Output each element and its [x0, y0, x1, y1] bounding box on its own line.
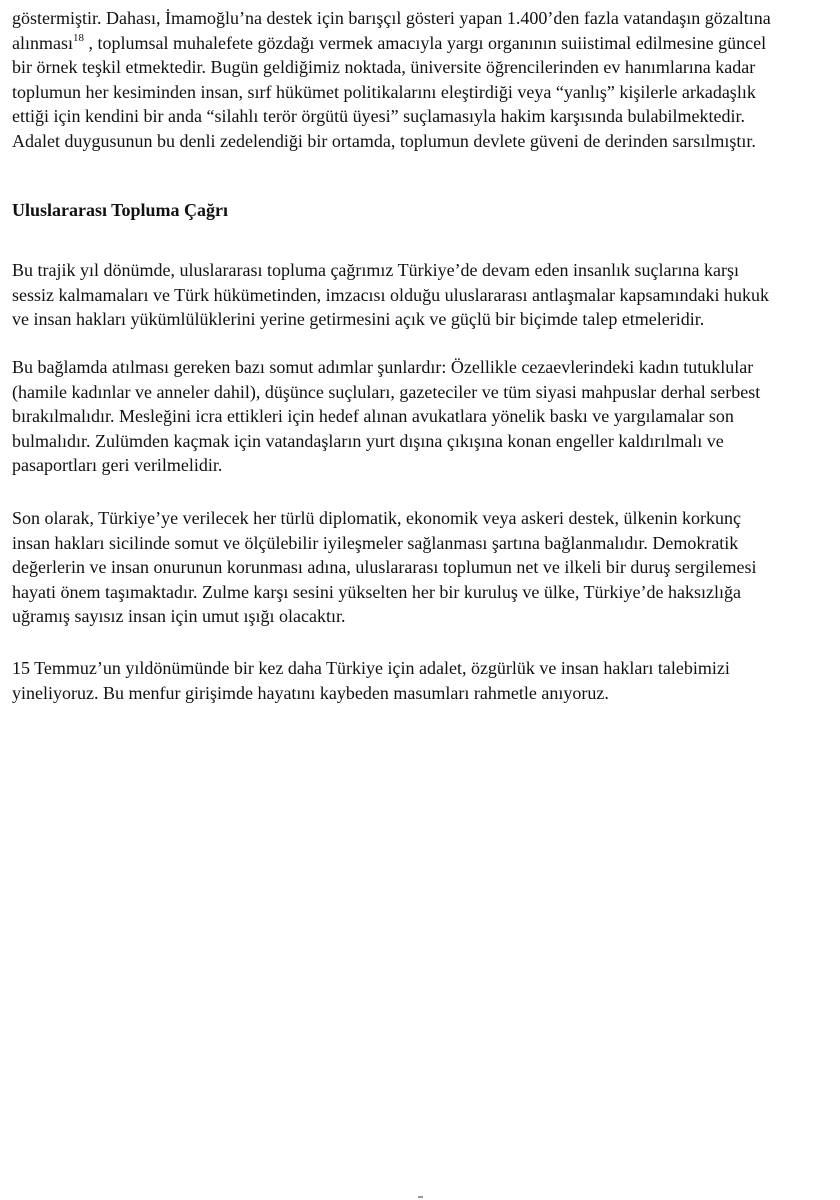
- text-line: hayati önem taşımaktadır. Zulme karşı sesini yükselten her bir kuruluş ve ülke, Türkiye’de haksızlığa: [12, 581, 741, 602]
- text-line: Son olarak, Türkiye’ye verilecek her türlü diplomatik, ekonomik veya askeri destek, ülkenin korkunç: [12, 508, 741, 528]
- text-line: göstermiştir. Dahası, İmamoğlu’na destek için barışçıl gösteri yapan 1.400’den fazla vatandaşın gözaltına: [12, 8, 771, 28]
- text-line: bırakılmalıdır. Mesleğini icra ettikleri için hedef alınan avukatlara yönelik baskı ve yargılamalar son: [12, 406, 734, 427]
- text-line: ettiği için kendini bir anda “silahlı terör örgütü üyesi” suçlamasıyla hakim karşısında bulabilmektedir.: [12, 106, 745, 127]
- text-line: 15 Temmuz’un yıldönümünde bir kez daha Türkiye için adalet, özgürlük ve insan hakları talebimizi: [12, 658, 730, 678]
- text-fragment: , toplumsal muhalefete gözdağı vermek amacıyla yargı organının suiistimal edilmesine güncel: [88, 32, 767, 53]
- text-line: pasaportları geri verilmelidir.: [12, 455, 223, 476]
- text-line: değerlerin ve insan onurunun korunması adına, uluslararası toplumun net ve ilkeli bir duruş sergilemesi: [12, 557, 757, 578]
- footnote-reference[interactable]: 18: [73, 31, 84, 44]
- section-heading: Uluslararası Topluma Çağrı: [12, 200, 229, 220]
- page-number-mark: [418, 1196, 423, 1198]
- text-line: bir örnek teşkil etmektedir. Bugün geldiğimiz noktada, üniversite öğrencilerinden ev hanımlarına kadar: [12, 57, 756, 78]
- text-line: uğramış sayısız insan için umut ışığı olacaktır.: [12, 606, 346, 627]
- text-line: yineliyoruz. Bu menfur girişimde hayatını kaybeden masumları rahmetle anıyoruz.: [12, 682, 609, 703]
- paragraph-conclusion: [12, 506, 838, 629]
- paragraph-call-to-action: [12, 258, 838, 332]
- text-line: bulmalıdır. Zulümden kaçmak için vatandaşların yurt dışına çıkışına konan engeller kaldırılmalı ve: [12, 430, 724, 451]
- text-line: toplumun her kesiminden insan, sırf hükümet politikalarını eleştirdiği veya “yanlış” kişilerle arkadaşlık: [12, 81, 756, 102]
- intro-paragraph: [12, 6, 838, 154]
- paragraph-anniversary: [12, 656, 838, 705]
- text-line: (hamile kadınlar ve anneler dahil), düşünce suçluları, gazeteciler ve tüm siyasi mahpuslar derhal serbest: [12, 381, 761, 402]
- text-line-with-footnote: [12, 31, 838, 56]
- text-line: ve insan hakları yükümlülüklerini yerine getirmesini açık ve güçlü bir biçimde talep etmeleridir.: [12, 309, 705, 330]
- text-line: Bu bağlamda atılması gereken bazı somut adımlar şunlardır: Özellikle cezaevlerindeki kadın tutuklular: [12, 357, 754, 377]
- paragraph-concrete-steps: [12, 355, 838, 478]
- text-line: insan hakları sicilinde somut ve ölçülebilir iyileşmeler sağlanması şartına bağlanmalıdır. Demokratik: [12, 532, 739, 553]
- text-line: sessiz kalmamaları ve Türk hükümetinden, imzacısı olduğu uluslararası antlaşmalar kapsamındaki hukuk: [12, 284, 769, 305]
- text-line: Adalet duygusunun bu denli zedelendiği bir ortamda, toplumun devlete güveni de derinden sarsılmıştır.: [12, 130, 756, 151]
- text-fragment: alınması: [12, 32, 73, 53]
- text-line: Bu trajik yıl dönümde, uluslararası topluma çağrımız Türkiye’de devam eden insanlık suçlarına karşı: [12, 260, 739, 280]
